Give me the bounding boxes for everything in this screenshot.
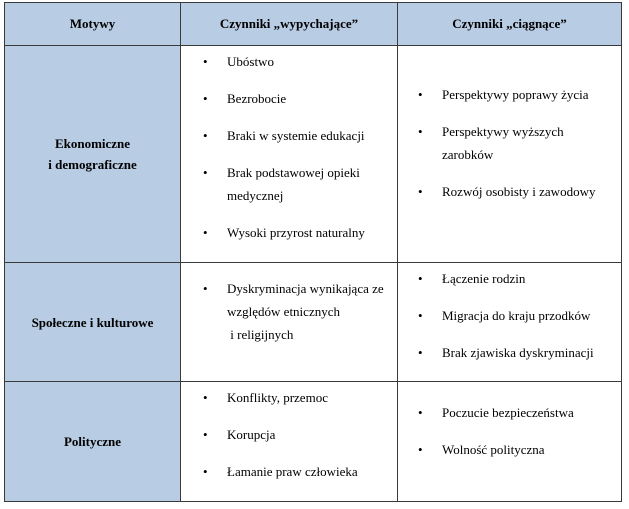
pull-social-cell [398, 263, 622, 382]
header-row [5, 3, 622, 46]
motive-political: Polityczne [5, 382, 181, 502]
list-item: • Rozwój osobisty i zawodowy [442, 180, 613, 203]
migration-factors-table [4, 2, 622, 502]
motive-economic-line1: Ekonomiczne [54, 136, 131, 151]
list-item: • Korupcja [227, 423, 391, 446]
push-social-list [227, 277, 391, 346]
push-political-list [227, 386, 391, 483]
list-item: • Łamanie praw człowieka [227, 460, 391, 483]
push-economic-cell [181, 46, 398, 263]
list-item: • Brak zjawiska dyskryminacji [442, 341, 615, 364]
pull-social-list [442, 267, 615, 364]
list-item: • Wysoki przyrost naturalny [227, 221, 389, 244]
motive-economic-line2: i demograficzne [48, 157, 137, 172]
pull-economic-list [442, 83, 613, 203]
list-item: • Ubóstwo [227, 50, 389, 73]
list-item: • Perspektywy poprawy życia [442, 83, 613, 106]
row-political [5, 382, 622, 502]
list-item: • Brak podstawowej opieki medycznej [227, 161, 389, 207]
motive-economic [5, 46, 181, 263]
list-item: • Perspektywy wyższych zarobków [442, 120, 613, 166]
pull-economic-cell [398, 46, 622, 263]
header-motives: Motywy [5, 3, 181, 46]
pull-political-cell [398, 382, 622, 502]
list-item: • Konflikty, przemoc [227, 386, 391, 409]
list-item: • Migracja do kraju przodków [442, 304, 615, 327]
list-item: • Łączenie rodzin [442, 267, 615, 290]
list-item: • Braki w systemie edukacji [227, 124, 389, 147]
pull-political-list [442, 401, 615, 461]
row-social [5, 263, 622, 382]
header-pull-factors: Czynniki „ciągnące” [398, 3, 622, 46]
row-economic [5, 46, 622, 263]
list-item: • Bezrobocie [227, 87, 389, 110]
push-economic-list [227, 50, 389, 244]
motive-social: Społeczne i kulturowe [5, 263, 181, 382]
list-item: • Poczucie bezpieczeństwa [442, 401, 615, 424]
push-social-cell [181, 263, 398, 382]
push-political-cell [181, 382, 398, 502]
list-item: • Wolność polityczna [442, 438, 615, 461]
list-item: • Dyskryminacja wynikająca ze względów etnicznych i religijnych [227, 277, 391, 346]
header-push-factors: Czynniki „wypychające” [181, 3, 398, 46]
